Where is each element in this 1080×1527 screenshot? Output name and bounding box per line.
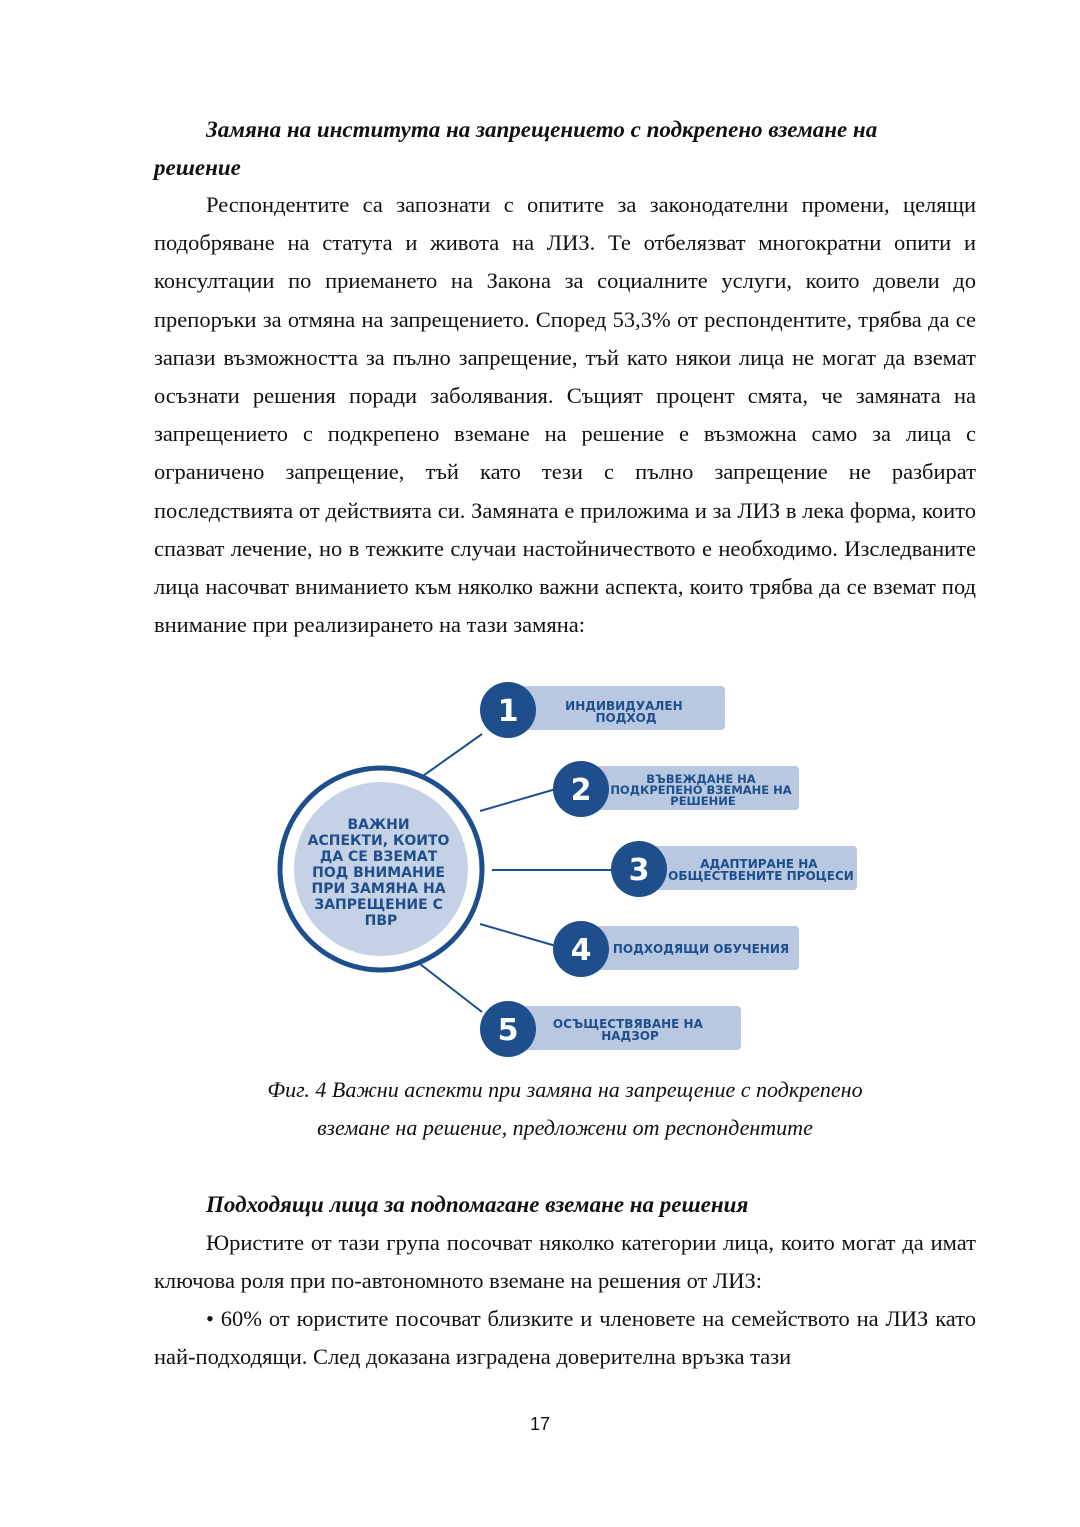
aspect-number: 2 bbox=[570, 773, 592, 808]
center-line: ДА СЕ ВЗЕМАТ bbox=[319, 849, 438, 865]
center-line: ЗАПРЕЩЕНИЕ С bbox=[314, 897, 443, 913]
aspect-number: 3 bbox=[628, 853, 650, 888]
section-paragraph-2: Юристите от тази група посочват няколко категории лица, които могат да имат ключова роля при по-автономното вземане на решения от ЛИЗ: bbox=[154, 1230, 976, 1294]
bullet-item: • 60% от юристите посочват близките и членовете на семейството на ЛИЗ като най-подходящи. След доказана изградена доверителна връзка тази bbox=[154, 1306, 976, 1370]
figure-caption: Фиг. 4 Важни аспекти при замяна на запрещение с подкрепено вземане на решение, предложени от респондентите bbox=[267, 1077, 863, 1140]
aspect-label: ОСЪЩЕСТВЯВАНЕ НА НАДЗОР bbox=[552, 1017, 703, 1043]
center-line: ПОД ВНИМАНИЕ bbox=[312, 865, 445, 881]
section-heading-2: Подходящи лица за подпомагане вземане на решения bbox=[206, 1192, 749, 1217]
aspect-item-4 bbox=[553, 921, 799, 977]
aspect-label: АДАПТИРАНЕ НА ОБЩЕСТВЕНИТЕ ПРОЦЕСИ bbox=[668, 857, 854, 883]
center-line: АСПЕКТИ, КОИТО bbox=[307, 833, 450, 849]
connector-line-4 bbox=[480, 924, 556, 946]
center-label bbox=[308, 817, 455, 929]
aspect-number: 4 bbox=[570, 933, 592, 968]
center-line: ПРИ ЗАМЯНА НА bbox=[311, 881, 446, 897]
center-line: ПВР bbox=[364, 913, 398, 929]
center-line: ВАЖНИ bbox=[347, 817, 410, 833]
section-paragraph: Респондентите са запознати с опитите за законодателни промени, целящи подобряване на статута и живота на ЛИЗ. Те отбелязват многократни опити и консултации по приемането на Закона за социалните услуги, които довели до препоръки за отмяна на запрещението. Според 53,3% от респондентите, трябва да се запази възможността за пълно запрещение, тъй като някои лица не могат да вземат осъзнати решения поради заболявания. Същият процент смята, че замяната на запрещението с подкрепено вземане на решение е възможна само за лица с ограничено запрещение, тъй като тези с пълно запрещение не разбират последствията от действията си. Замяната е приложима и за ЛИЗ в лека форма, които спазват лечение, но в тежките случаи настойничеството е необходимо. Изследваните лица насочват вниманието към няколко важни аспекта, които трябва да се вземат под внимание при реализирането на тази замяна: bbox=[154, 192, 976, 638]
aspect-item-3 bbox=[611, 841, 857, 897]
aspects-diagram-svg bbox=[270, 676, 870, 1061]
aspects-diagram bbox=[270, 676, 870, 1061]
aspect-number: 1 bbox=[497, 694, 519, 729]
aspect-item-1 bbox=[480, 682, 725, 738]
aspect-label: ИНДИВИДУАЛЕН ПОДХОД bbox=[565, 699, 683, 725]
section-heading: Замяна на института на запрещението с подкрепено вземане на решение bbox=[154, 117, 878, 180]
connector-line-1 bbox=[420, 734, 482, 778]
connector-line-2 bbox=[480, 789, 556, 811]
aspect-label: ПОДХОДЯЩИ ОБУЧЕНИЯ bbox=[612, 942, 790, 956]
aspect-item-5 bbox=[480, 1001, 741, 1057]
page-number: 17 bbox=[529, 1414, 551, 1434]
aspect-item-2 bbox=[553, 761, 799, 817]
aspect-number: 5 bbox=[497, 1013, 519, 1048]
connector-line-5 bbox=[420, 964, 482, 1012]
aspect-label: ВЪВЕЖДАНЕ НА ПОДКРЕПЕНО ВЗЕМАНЕ НА РЕШЕНИЕ bbox=[610, 772, 792, 808]
